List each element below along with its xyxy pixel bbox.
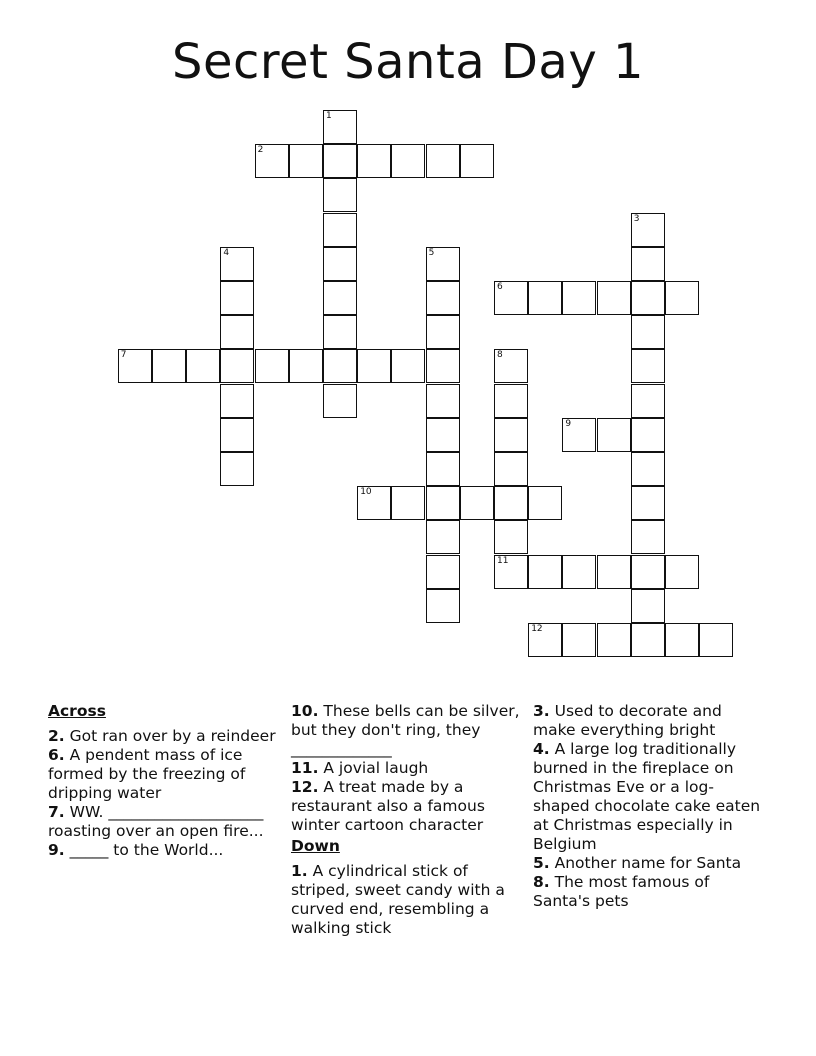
cell-number: 1 bbox=[326, 111, 332, 121]
clues-column-1 bbox=[48, 702, 284, 860]
clue-number: 4. bbox=[533, 740, 550, 758]
crossword-cell[interactable] bbox=[220, 384, 254, 418]
cell-number: 2 bbox=[257, 145, 264, 156]
crossword-cell[interactable] bbox=[323, 315, 357, 349]
crossword-cell[interactable] bbox=[357, 349, 391, 383]
crossword-cell[interactable] bbox=[631, 384, 665, 418]
clue-number: 2. bbox=[48, 727, 65, 745]
cell-number: 3 bbox=[633, 213, 640, 224]
crossword-cell[interactable] bbox=[323, 281, 357, 315]
clue-across-11 bbox=[291, 759, 527, 778]
clue-number: 6. bbox=[48, 746, 65, 764]
crossword-cell[interactable] bbox=[220, 418, 254, 452]
crossword-cell[interactable] bbox=[631, 247, 665, 281]
crossword-cell[interactable] bbox=[494, 384, 528, 418]
crossword-cell[interactable] bbox=[562, 281, 596, 315]
crossword-cell[interactable] bbox=[220, 247, 254, 281]
clue-across-2 bbox=[48, 727, 284, 746]
crossword-cell[interactable] bbox=[220, 315, 254, 349]
clue-text: The most famous of Santa's pets bbox=[533, 873, 710, 910]
across-heading: Across bbox=[48, 702, 106, 720]
crossword-cell[interactable] bbox=[494, 418, 528, 452]
clue-text: Another name for Santa bbox=[554, 854, 742, 872]
clues-column-2 bbox=[291, 702, 527, 938]
cell-number: 4 bbox=[223, 247, 230, 258]
crossword-cell[interactable] bbox=[665, 623, 699, 657]
clue-number: 11. bbox=[291, 759, 319, 777]
crossword-cell[interactable] bbox=[631, 623, 665, 657]
crossword-cell[interactable] bbox=[597, 418, 631, 452]
clue-text: A large log traditionally burned in the fireplace on Christmas Eve or a log-shaped chocolate cake eaten at Christmas especially in Belgium bbox=[533, 740, 761, 853]
clue-across-10 bbox=[291, 702, 527, 759]
clue-number: 10. bbox=[291, 702, 319, 720]
crossword-cell[interactable] bbox=[323, 178, 357, 212]
crossword-cell[interactable] bbox=[631, 452, 665, 486]
cell-number: 11 bbox=[497, 555, 509, 566]
crossword-cell[interactable] bbox=[426, 418, 460, 452]
crossword-cell[interactable] bbox=[494, 452, 528, 486]
clue-across-9 bbox=[48, 841, 284, 860]
clue-text: _____ to the World... bbox=[69, 841, 224, 859]
crossword-cell[interactable] bbox=[391, 486, 425, 520]
cell-number: 6 bbox=[497, 282, 503, 292]
crossword-cell[interactable] bbox=[391, 144, 425, 178]
crossword-cell[interactable] bbox=[631, 589, 665, 623]
clue-across-12 bbox=[291, 778, 527, 835]
crossword-cell[interactable] bbox=[426, 589, 460, 623]
crossword-cell[interactable] bbox=[631, 281, 665, 315]
crossword-cell[interactable] bbox=[597, 623, 631, 657]
clue-number: 3. bbox=[533, 702, 550, 720]
clue-text: WW. ____________________ roasting over an open fire... bbox=[48, 803, 264, 840]
crossword-cell[interactable] bbox=[528, 555, 562, 589]
crossword-cell[interactable] bbox=[426, 555, 460, 589]
clue-down-1 bbox=[291, 862, 527, 938]
crossword-cell[interactable] bbox=[494, 349, 528, 383]
crossword-cell[interactable] bbox=[323, 144, 357, 178]
crossword-cell[interactable] bbox=[391, 349, 425, 383]
crossword-cell[interactable] bbox=[426, 384, 460, 418]
crossword-cell[interactable] bbox=[426, 281, 460, 315]
crossword-cell[interactable] bbox=[357, 144, 391, 178]
crossword-cell[interactable] bbox=[426, 349, 460, 383]
cell-number: 8 bbox=[497, 350, 503, 361]
crossword-cell[interactable] bbox=[494, 555, 528, 589]
crossword-cell[interactable] bbox=[631, 555, 665, 589]
crossword-cell[interactable] bbox=[562, 555, 596, 589]
crossword-cell[interactable] bbox=[255, 144, 289, 178]
clues-column-3 bbox=[533, 702, 769, 911]
clue-number: 5. bbox=[533, 854, 550, 872]
cell-number: 7 bbox=[120, 350, 127, 361]
clue-number: 9. bbox=[48, 841, 65, 859]
crossword-cell[interactable] bbox=[631, 213, 665, 247]
cell-number: 5 bbox=[428, 247, 435, 258]
crossword-cell[interactable] bbox=[460, 144, 494, 178]
crossword-cell[interactable] bbox=[186, 349, 220, 383]
crossword-cell[interactable] bbox=[289, 144, 323, 178]
crossword-cell[interactable] bbox=[426, 315, 460, 349]
crossword-cell[interactable] bbox=[597, 281, 631, 315]
crossword-cell[interactable] bbox=[631, 520, 665, 554]
clue-text: Used to decorate and make everything bright bbox=[533, 702, 722, 739]
crossword-cell[interactable] bbox=[255, 349, 289, 383]
crossword-cell[interactable] bbox=[323, 384, 357, 418]
crossword-cell[interactable] bbox=[220, 452, 254, 486]
clue-text: A jovial laugh bbox=[323, 759, 429, 777]
crossword-cell[interactable] bbox=[220, 281, 254, 315]
crossword-cell[interactable] bbox=[323, 349, 357, 383]
crossword-cell[interactable] bbox=[665, 281, 699, 315]
crossword-cell[interactable] bbox=[665, 555, 699, 589]
crossword-cell[interactable] bbox=[323, 213, 357, 247]
clue-number: 8. bbox=[533, 873, 550, 891]
crossword-cell[interactable] bbox=[289, 349, 323, 383]
crossword-cell[interactable] bbox=[631, 486, 665, 520]
crossword-cell[interactable] bbox=[357, 486, 391, 520]
crossword-cell[interactable] bbox=[494, 520, 528, 554]
crossword-cell[interactable] bbox=[426, 247, 460, 281]
clue-text: These bells can be silver, but they don't ring, they _____________ bbox=[291, 702, 520, 758]
crossword-cell[interactable] bbox=[562, 623, 596, 657]
crossword-cell[interactable] bbox=[528, 623, 562, 657]
down-heading: Down bbox=[291, 837, 340, 855]
clue-number: 12. bbox=[291, 778, 319, 796]
crossword-cell[interactable] bbox=[118, 349, 152, 383]
cell-number: 10 bbox=[360, 487, 372, 498]
clue-text: A treat made by a restaurant also a famous winter cartoon character bbox=[291, 778, 485, 834]
cell-number: 9 bbox=[565, 418, 572, 429]
clue-down-8 bbox=[533, 873, 769, 911]
crossword-cell[interactable] bbox=[528, 486, 562, 520]
clue-across-7 bbox=[48, 803, 284, 841]
crossword-cell[interactable] bbox=[323, 110, 357, 144]
crossword-cell[interactable] bbox=[426, 144, 460, 178]
clue-text: Got ran over by a reindeer bbox=[69, 727, 276, 745]
crossword-cell[interactable] bbox=[494, 486, 528, 520]
crossword-cell[interactable] bbox=[699, 623, 733, 657]
crossword-cell[interactable] bbox=[426, 452, 460, 486]
crossword-cell[interactable] bbox=[631, 315, 665, 349]
crossword-cell[interactable] bbox=[152, 349, 186, 383]
crossword-cell[interactable] bbox=[323, 247, 357, 281]
crossword-cell[interactable] bbox=[597, 555, 631, 589]
crossword-cell[interactable] bbox=[528, 281, 562, 315]
puzzle-title: Secret Santa Day 1 bbox=[171, 34, 645, 90]
crossword-cell[interactable] bbox=[562, 418, 596, 452]
crossword-cell[interactable] bbox=[631, 349, 665, 383]
clue-across-6 bbox=[48, 746, 284, 803]
clue-text: A pendent mass of ice formed by the freezing of dripping water bbox=[48, 746, 246, 802]
clue-text: A cylindrical stick of striped, sweet candy with a curved end, resembling a walking stick bbox=[291, 862, 505, 937]
clue-number: 7. bbox=[48, 803, 65, 821]
crossword-cell[interactable] bbox=[631, 418, 665, 452]
clue-down-3 bbox=[533, 702, 769, 740]
clue-number: 1. bbox=[291, 862, 308, 880]
crossword-cell[interactable] bbox=[494, 281, 528, 315]
clue-down-4 bbox=[533, 740, 769, 854]
crossword-cell[interactable] bbox=[426, 486, 460, 520]
crossword-cell[interactable] bbox=[426, 520, 460, 554]
crossword-cell[interactable] bbox=[460, 486, 494, 520]
cell-number: 12 bbox=[531, 624, 543, 634]
clue-down-5 bbox=[533, 854, 769, 873]
crossword-cell[interactable] bbox=[220, 349, 254, 383]
